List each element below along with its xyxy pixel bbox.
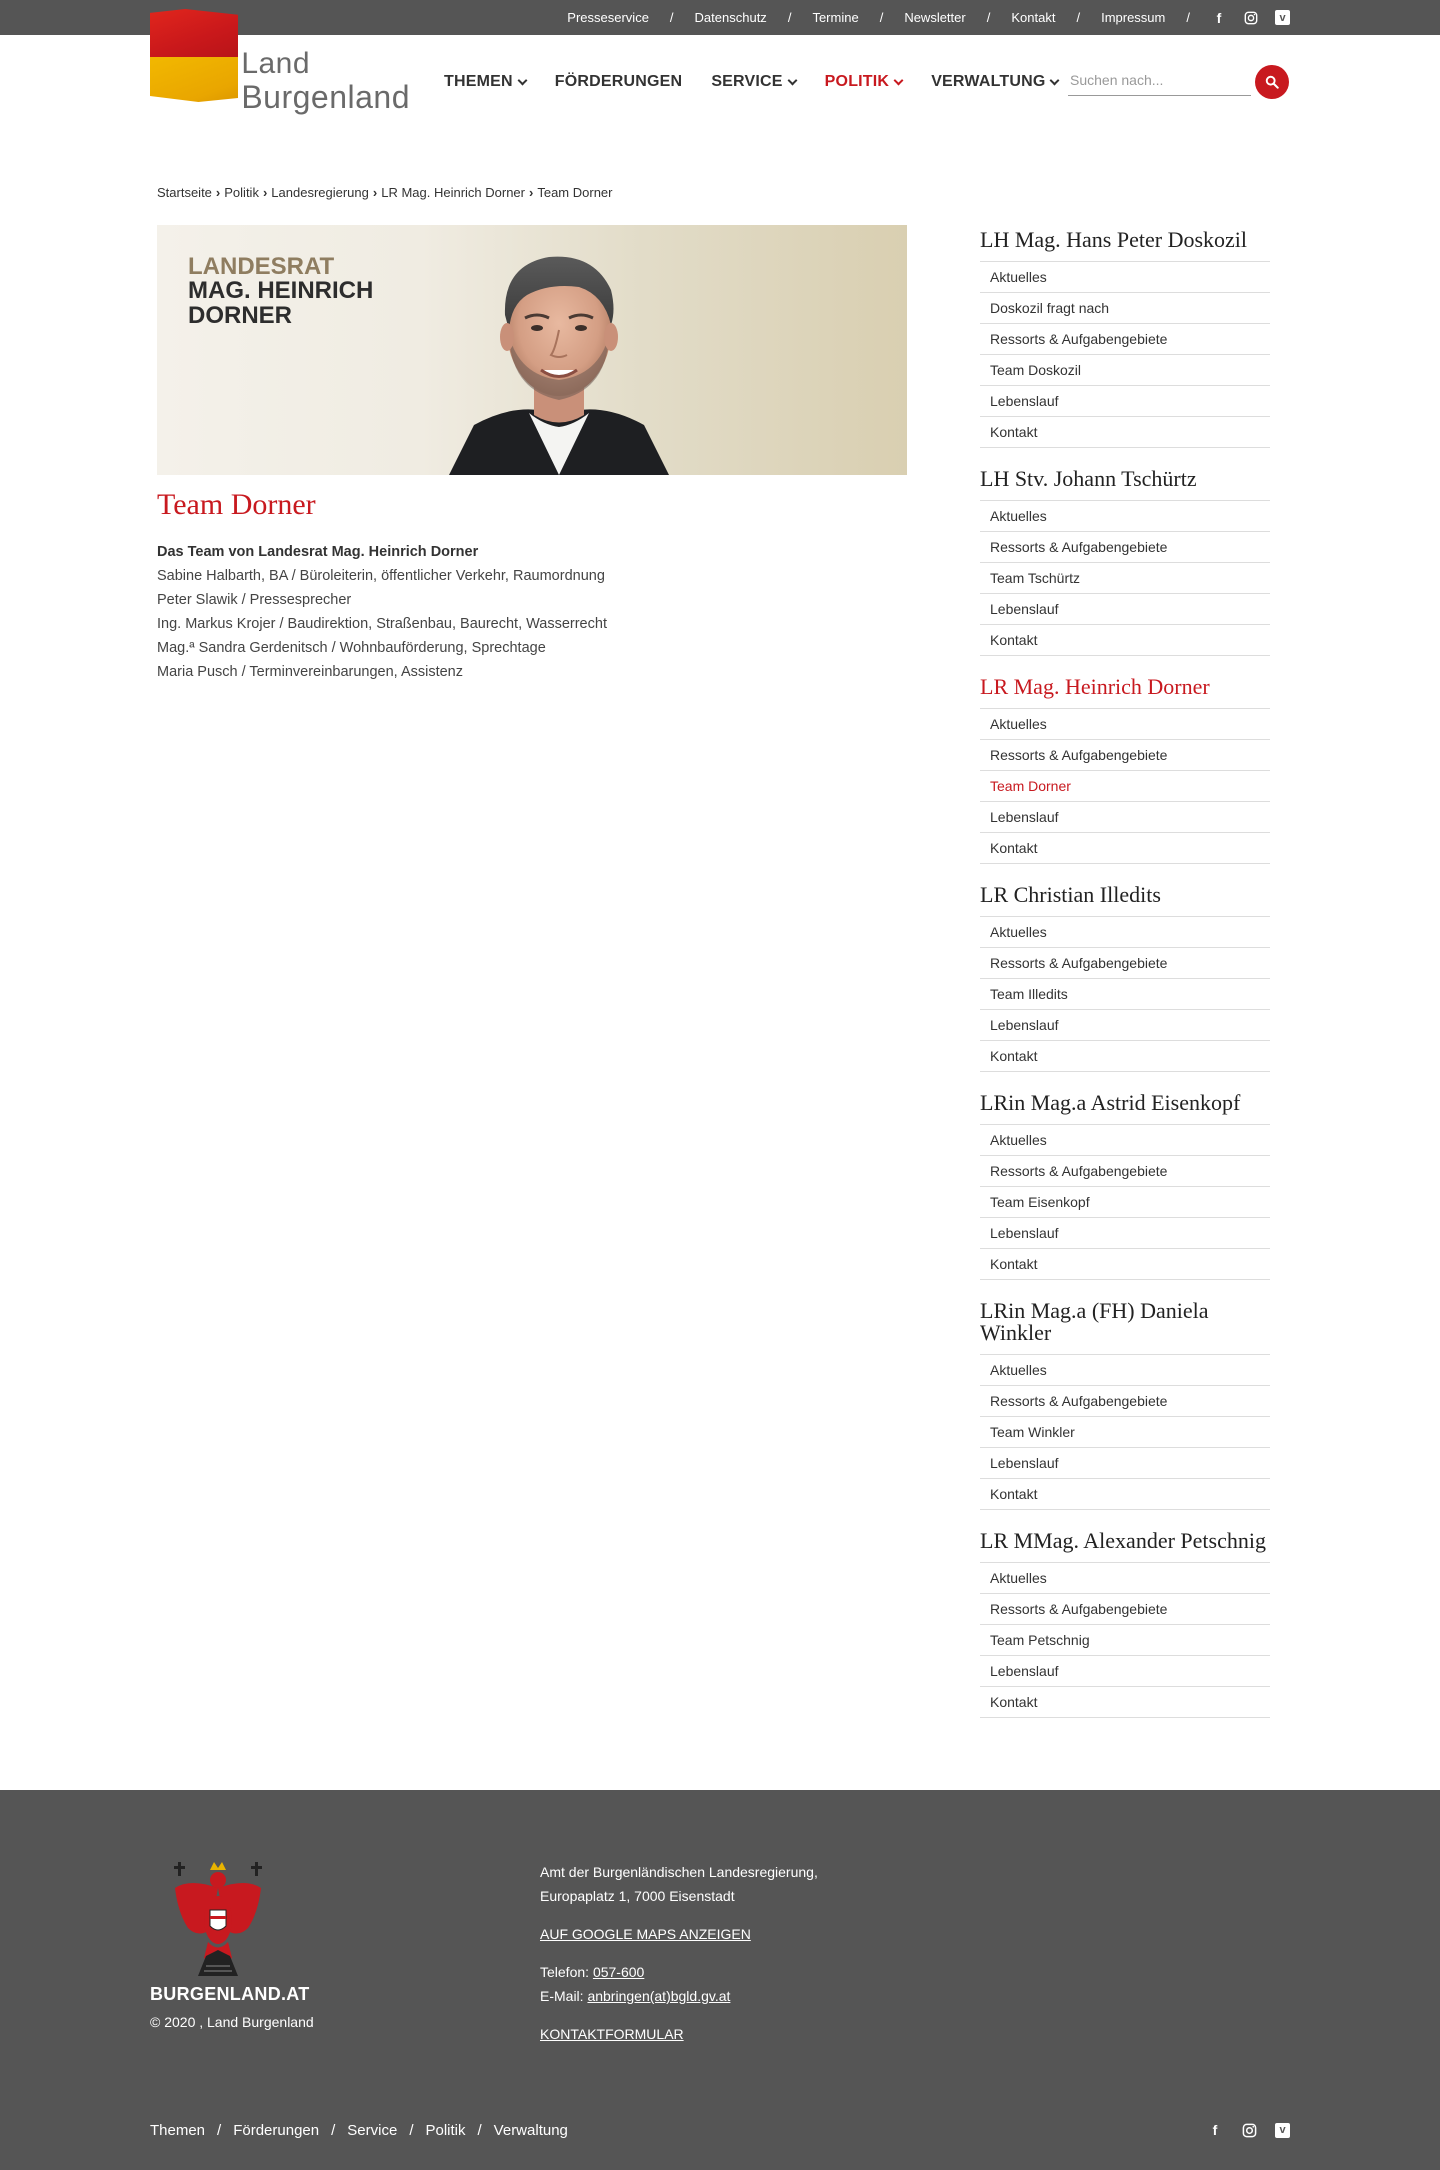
sidebar-item-list [980, 1124, 1270, 1280]
breadcrumb-item[interactable]: Startseite [157, 185, 212, 200]
sidebar-item[interactable]: Aktuelles [980, 501, 1270, 532]
main-navigation [444, 73, 1087, 91]
chevron-down-icon [1050, 75, 1060, 85]
chevron-down-icon [894, 75, 904, 85]
footer [0, 1790, 1440, 2170]
topbar-link-termine[interactable]: Termine [812, 10, 859, 25]
footer-address-line2: Europaplatz 1, 7000 Eisenstadt [540, 1888, 735, 1904]
topbar-separator: / [1076, 10, 1081, 25]
topbar-link-impressum[interactable]: Impressum [1101, 10, 1166, 25]
nav-item-label: THEMEN [444, 73, 513, 90]
coat-of-arms-icon [170, 1858, 266, 1976]
sidebar-item[interactable]: Ressorts & Aufgabengebiete [980, 1156, 1270, 1187]
logo[interactable] [150, 9, 410, 117]
nav-item-förderungen[interactable] [555, 73, 683, 91]
footer-brand: BURGENLAND.AT [150, 1984, 310, 2004]
nav-item-label: POLITIK [824, 73, 890, 90]
footer-nav-themen[interactable]: Themen [150, 2122, 206, 2139]
phone-link[interactable]: 057-600 [592, 1964, 645, 1980]
sidebar-item[interactable]: Aktuelles [980, 1563, 1270, 1594]
nav-item-label: SERVICE [711, 73, 783, 90]
hero-title-line2: MAG. HEINRICH [188, 277, 374, 305]
instagram-icon[interactable] [1241, 2122, 1257, 2138]
sidebar-group-title[interactable]: LRin Mag.a (FH) Daniela Winkler [980, 1298, 1209, 1345]
sidebar-item-list [980, 261, 1270, 448]
topbar-link-datenschutz[interactable]: Datenschutz [694, 10, 767, 25]
topbar-separator: / [669, 10, 674, 25]
sidebar-item[interactable]: Kontakt [980, 1479, 1270, 1510]
breadcrumb-separator-icon: › [262, 185, 268, 200]
flag-logo-icon [150, 9, 237, 107]
sidebar-group-title[interactable]: LH Stv. Johann Tschürtz [980, 466, 1197, 491]
sidebar-item[interactable]: Ressorts & Aufgabengebiete [980, 324, 1270, 355]
topbar-social-links [1211, 10, 1290, 26]
footer-nav-politik[interactable]: Politik [425, 2122, 466, 2139]
email-link[interactable]: anbringen(at)bgld.gv.at [587, 1988, 731, 2004]
footer-nav-separator: / [409, 2122, 414, 2139]
team-member: Mag.ª Sandra Gerdenitsch / Wohnbauförderung, Sprechtage [157, 640, 546, 656]
portrait-image [419, 225, 699, 475]
sidebar-group [980, 1526, 1270, 1718]
footer-nav-verwaltung[interactable]: Verwaltung [493, 2122, 568, 2139]
facebook-icon[interactable]: f [1212, 2122, 1218, 2138]
sidebar-item[interactable]: Ressorts & Aufgabengebiete [980, 532, 1270, 563]
main-content [157, 135, 1283, 1790]
sidebar-item[interactable]: Lebenslauf [980, 1218, 1270, 1249]
sidebar-item[interactable]: Lebenslauf [980, 1010, 1270, 1041]
footer-nav-separator: / [477, 2122, 482, 2139]
sidebar-group [980, 1088, 1270, 1280]
breadcrumb-separator-icon: › [372, 185, 378, 200]
search-icon [1265, 75, 1279, 89]
sidebar-item[interactable]: Ressorts & Aufgabengebiete [980, 1594, 1270, 1625]
breadcrumb-item: Team Dorner [537, 185, 613, 200]
sidebar-item[interactable]: Team Eisenkopf [980, 1187, 1270, 1218]
sidebar-item[interactable]: Lebenslauf [980, 1656, 1270, 1687]
sidebar-item[interactable]: Lebenslauf [980, 802, 1270, 833]
topbar-separator: / [1186, 10, 1190, 25]
team-member: Sabine Halbarth, BA / Büroleiterin, öffentlicher Verkehr, Raumordnung [157, 568, 605, 584]
footer-navigation [150, 2122, 568, 2139]
team-member: Ing. Markus Krojer / Baudirektion, Straßenbau, Baurecht, Wasserrecht [157, 616, 607, 632]
sidebar-group-title[interactable]: LR MMag. Alexander Petschnig [980, 1528, 1266, 1553]
team-member-list [157, 564, 907, 684]
phone-label: Telefon: [540, 1964, 590, 1980]
sidebar-item[interactable]: Kontakt [980, 833, 1270, 864]
vimeo-icon[interactable]: v [1275, 10, 1290, 25]
sidebar-item[interactable]: Team Winkler [980, 1417, 1270, 1448]
footer-social-links [1207, 2122, 1290, 2138]
sidebar-item[interactable]: Ressorts & Aufgabengebiete [980, 1386, 1270, 1417]
nav-item-label: FÖRDERUNGEN [554, 73, 683, 90]
sidebar-item[interactable]: Team Dorner [980, 771, 1270, 802]
search-button[interactable] [1255, 65, 1289, 99]
sidebar-item[interactable]: Lebenslauf [980, 386, 1270, 417]
google-maps-link[interactable]: AUF GOOGLE MAPS ANZEIGEN [540, 1926, 751, 1942]
nav-item-service[interactable] [711, 73, 795, 91]
hero-title [188, 255, 373, 328]
logo-line-burgenland: Burgenland [241, 79, 410, 115]
nav-item-themen[interactable] [444, 73, 526, 91]
footer-address-line1: Amt der Burgenländischen Landesregierung, [540, 1864, 818, 1880]
breadcrumb-separator-icon: › [215, 185, 221, 200]
sidebar-item[interactable]: Aktuelles [980, 262, 1270, 293]
sidebar-group-title[interactable]: LRin Mag.a Astrid Eisenkopf [980, 1090, 1241, 1115]
footer-phone [540, 1960, 818, 1984]
sidebar-item-list [980, 500, 1270, 656]
topbar-link-newsletter[interactable]: Newsletter [904, 10, 966, 25]
sidebar-item[interactable]: Kontakt [980, 1687, 1270, 1718]
nav-item-label: VERWALTUNG [931, 73, 1046, 90]
sidebar-item-list [980, 708, 1270, 864]
sidebar-item[interactable]: Kontakt [980, 417, 1270, 448]
logo-text [241, 49, 410, 113]
page-title: Team Dorner [157, 488, 316, 521]
footer-nav-förderungen[interactable]: Förderungen [233, 2122, 320, 2139]
article [157, 225, 907, 684]
breadcrumb-item[interactable]: Landesregierung [271, 185, 369, 200]
sidebar-item[interactable]: Kontakt [980, 1249, 1270, 1280]
breadcrumb-separator-icon: › [529, 185, 534, 200]
search-input[interactable] [1068, 65, 1251, 96]
chevron-down-icon [787, 75, 797, 85]
footer-nav-separator: / [331, 2122, 336, 2139]
vimeo-icon[interactable]: v [1275, 2123, 1290, 2138]
hero-banner [157, 225, 907, 475]
team-intro: Das Team von Landesrat Mag. Heinrich Dorner [157, 544, 479, 560]
sidebar-item[interactable]: Aktuelles [980, 917, 1270, 948]
topbar-separator: / [787, 10, 792, 25]
sidebar-item[interactable]: Kontakt [980, 1041, 1270, 1072]
sidebar-navigation [980, 225, 1270, 1734]
sidebar-item-list [980, 916, 1270, 1072]
sidebar-item[interactable]: Team Illedits [980, 979, 1270, 1010]
topbar-link-kontakt[interactable]: Kontakt [1011, 10, 1056, 25]
sidebar-group-title[interactable]: LR Christian Illedits [980, 882, 1161, 907]
email-label: E-Mail: [540, 1988, 584, 2004]
footer-email [540, 1984, 818, 2008]
topbar-separator: / [986, 10, 991, 25]
header [150, 35, 1290, 135]
sidebar-item[interactable]: Aktuelles [980, 1355, 1270, 1386]
facebook-icon[interactable]: f [1216, 9, 1222, 26]
topbar-link-presseservice[interactable]: Presseservice [567, 10, 649, 25]
chevron-down-icon [517, 75, 527, 85]
hero-title-line3: DORNER [188, 301, 293, 329]
sidebar-item-list [980, 1562, 1270, 1718]
sidebar-group [980, 880, 1270, 1072]
sidebar-item[interactable]: Aktuelles [980, 1125, 1270, 1156]
sidebar-group [980, 225, 1270, 448]
topbar-separator: / [879, 10, 884, 25]
sidebar-item[interactable]: Lebenslauf [980, 594, 1270, 625]
sidebar-group-title[interactable]: LH Mag. Hans Peter Doskozil [980, 227, 1248, 252]
sidebar-group [980, 672, 1270, 864]
sidebar-item[interactable]: Team Doskozil [980, 355, 1270, 386]
team-member: Maria Pusch / Terminvereinbarungen, Assistenz [157, 664, 463, 680]
sidebar-group-title[interactable]: LR Mag. Heinrich Dorner [980, 674, 1210, 699]
hero-title-line1: LANDESRAT [188, 253, 335, 280]
sidebar-item[interactable]: Team Petschnig [980, 1625, 1270, 1656]
sidebar-item[interactable]: Ressorts & Aufgabengebiete [980, 740, 1270, 771]
footer-address [540, 1860, 818, 2046]
team-member: Peter Slawik / Pressesprecher [157, 592, 352, 608]
sidebar-item[interactable]: Lebenslauf [980, 1448, 1270, 1479]
sidebar-group [980, 464, 1270, 656]
footer-copyright: © 2020 , Land Burgenland [150, 2014, 314, 2030]
footer-nav-service[interactable]: Service [347, 2122, 398, 2139]
instagram-icon[interactable] [1243, 10, 1259, 26]
sidebar-group [980, 1296, 1270, 1510]
sidebar-item[interactable]: Kontakt [980, 625, 1270, 656]
sidebar-item[interactable]: Doskozil fragt nach [980, 293, 1270, 324]
sidebar-item-list [980, 1354, 1270, 1510]
contact-form-link[interactable]: KONTAKTFORMULAR [540, 2026, 684, 2042]
breadcrumb-item[interactable]: LR Mag. Heinrich Dorner [381, 185, 525, 200]
sidebar-item[interactable]: Aktuelles [980, 709, 1270, 740]
sidebar-item[interactable]: Ressorts & Aufgabengebiete [980, 948, 1270, 979]
footer-nav-separator: / [217, 2122, 222, 2139]
breadcrumb [157, 185, 612, 200]
logo-line-land: Land [241, 47, 311, 80]
breadcrumb-item[interactable]: Politik [224, 185, 259, 200]
sidebar-item[interactable]: Team Tschürtz [980, 563, 1270, 594]
nav-item-verwaltung[interactable] [931, 73, 1058, 91]
nav-item-politik[interactable] [825, 73, 903, 91]
